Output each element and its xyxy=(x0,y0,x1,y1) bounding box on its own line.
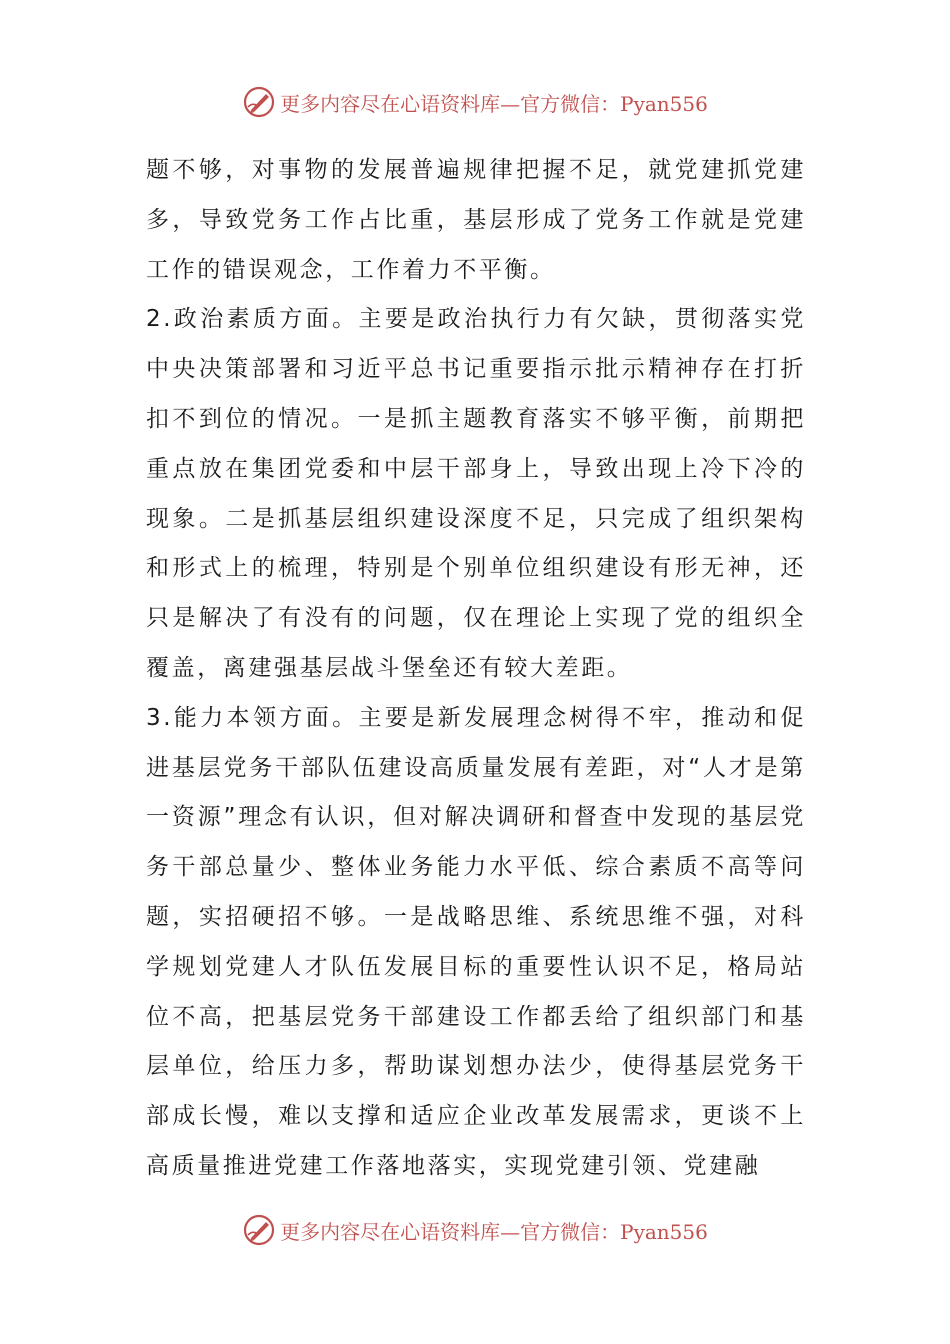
watermark-text: 更多内容尽在心语资料库—官方微信：Pyan556 xyxy=(280,1219,708,1244)
paragraph-political-quality: 2.政治素质方面。主要是政治执行力有欠缺，贯彻落实党中央决策部署和习近平总书记重要指示批示精神存在打折扣不到位的情况。一是抓主题教育落实不够平衡，前期把重点放在集团党委和中层干部身上，导致出现上冷下冷的现象。二是抓基层组织建设深度不足，只完成了组织架构和形式上的梳理，特别是个别单位组织建设有形无神，还只是解决了有没有的问题，仅在理论上实现了党的组织全覆盖，离建强基层战斗堡垒还有较大差距。 xyxy=(146,306,806,681)
document-body xyxy=(146,146,806,1192)
paragraph-capability: 3.能力本领方面。主要是新发展理念树得不牢，推动和促进基层党务干部队伍建设高质量发展有差距，对“人才是第一资源”理念有认识，但对解决调研和督查中发现的基层党务干部总量少、整体业务能力水平低、综合素质不高等问题，实招硬招不够。一是战略思维、系统思维不强，对科学规划党建人才队伍发展目标的重要性认识不足，格局站位不高，把基层党务干部建设工作都丢给了组织部门和基层单位，给压力多，帮助谋划想办法少，使得基层党务干部成长慢，难以支撑和适应企业改革发展需求，更谈不上高质量推进党建工作落地落实，实现党建引领、党建融 xyxy=(146,704,806,1179)
header-watermark xyxy=(0,80,950,124)
paragraph-continuation: 题不够，对事物的发展普遍规律把握不足，就党建抓党建多，导致党务工作占比重，基层形成了党务工作就是党建工作的错误观念，工作着力不平衡。 xyxy=(146,157,806,283)
pen-logo-icon xyxy=(242,1213,276,1247)
pen-logo-icon xyxy=(242,85,276,119)
watermark-text: 更多内容尽在心语资料库—官方微信：Pyan556 xyxy=(280,91,708,116)
footer-watermark xyxy=(0,1208,950,1252)
